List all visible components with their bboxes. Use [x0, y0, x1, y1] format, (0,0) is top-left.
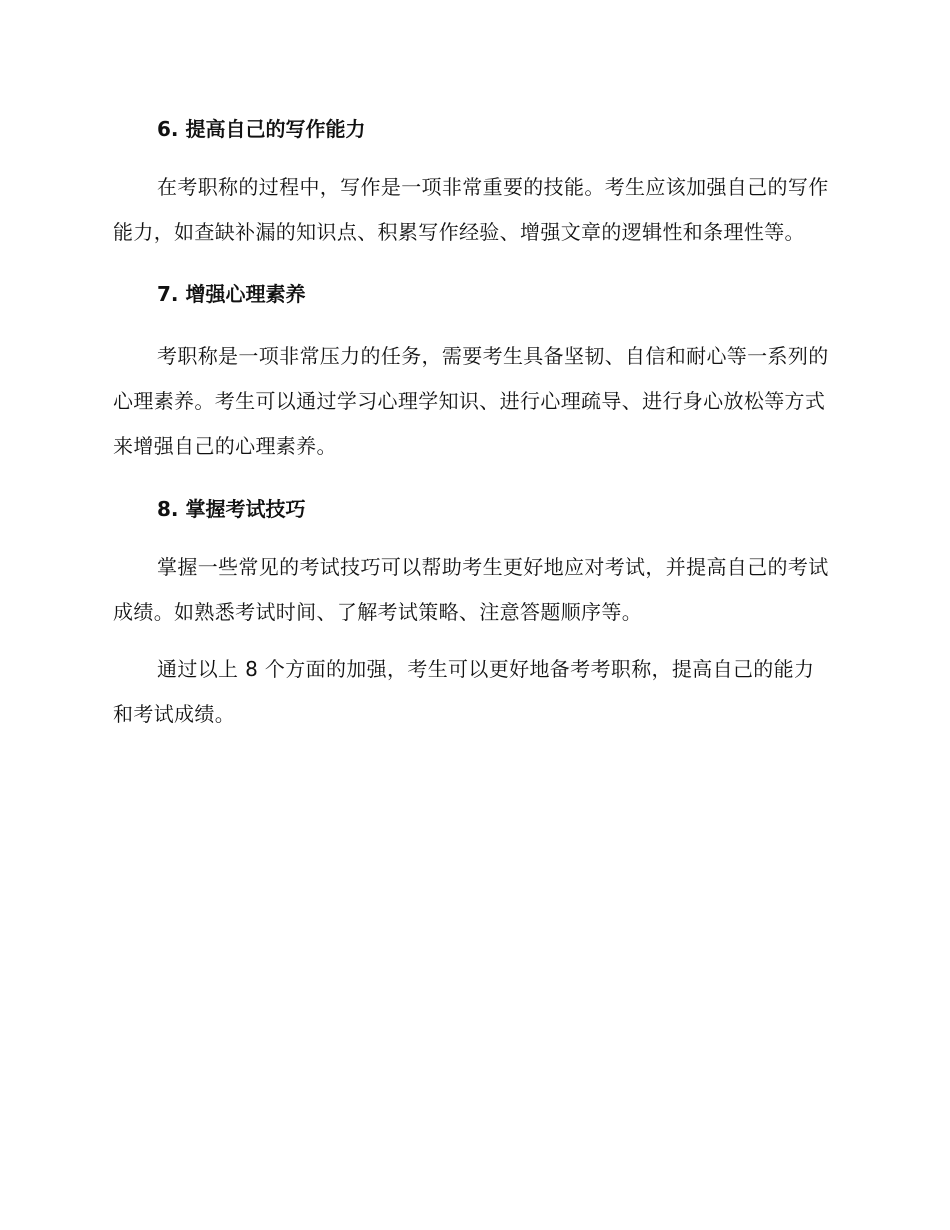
section-heading-psychology: 7. 增强心理素养 [157, 282, 306, 306]
section-paragraph-exam-skills: 掌握一些常见的考试技巧可以帮助考生更好地应对考试，并提高自己的考试成绩。如熟悉考试时间、了解考试策略、注意答题顺序等。 [113, 555, 829, 624]
section-paragraph-psychology: 考职称是一项非常压力的任务，需要考生具备坚韧、自信和耐心等一系列的心理素养。考生可以通过学习心理学知识、进行心理疏导、进行身心放松等方式来增强自己的心理素养。 [113, 344, 829, 458]
section-heading-writing: 6. 提高自己的写作能力 [157, 117, 366, 141]
section-heading-exam-skills: 8. 掌握考试技巧 [157, 497, 306, 521]
document-body [113, 112, 833, 737]
conclusion-paragraph: 通过以上 8 个方面的加强，考生可以更好地备考考职称，提高自己的能力和考试成绩。 [113, 657, 815, 726]
section-paragraph-writing: 在考职称的过程中，写作是一项非常重要的技能。考生应该加强自己的写作能力，如查缺补漏的知识点、积累写作经验、增强文章的逻辑性和条理性等。 [113, 175, 829, 244]
